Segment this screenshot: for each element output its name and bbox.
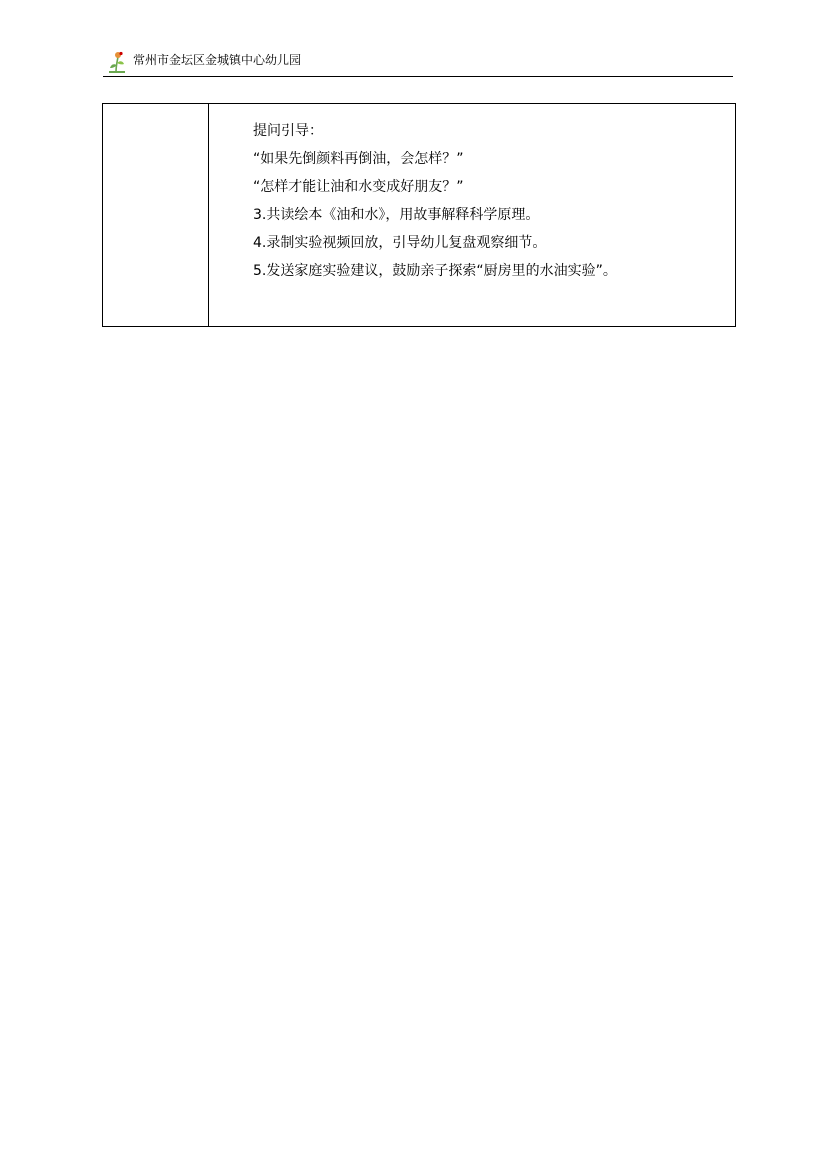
line-step-3: 3.共读绘本《油和水》，用故事解释科学原理。 (253, 207, 540, 223)
line-guiding-questions: 提问引导： (253, 123, 323, 139)
activity-lines (253, 117, 735, 285)
content-table (102, 103, 736, 327)
table-row (103, 104, 736, 327)
line-question-2: “怎样才能让油和水变成好朋友？” (253, 179, 464, 195)
right-cell (209, 104, 736, 327)
line-step-5: 5.发送家庭实验建议，鼓励亲子探索“厨房里的水油实验”。 (253, 263, 617, 279)
line-question-1: “如果先倒颜料再倒油，会怎样？” (253, 151, 464, 167)
line-step-4: 4.录制实验视频回放，引导幼儿复盘观察细节。 (253, 235, 547, 251)
page-header (103, 48, 733, 76)
header-rule (103, 76, 733, 77)
left-cell (103, 104, 209, 327)
flower-logo-icon (107, 50, 127, 74)
school-name: 常州市金坛区金城镇中心幼儿园 (133, 53, 302, 67)
